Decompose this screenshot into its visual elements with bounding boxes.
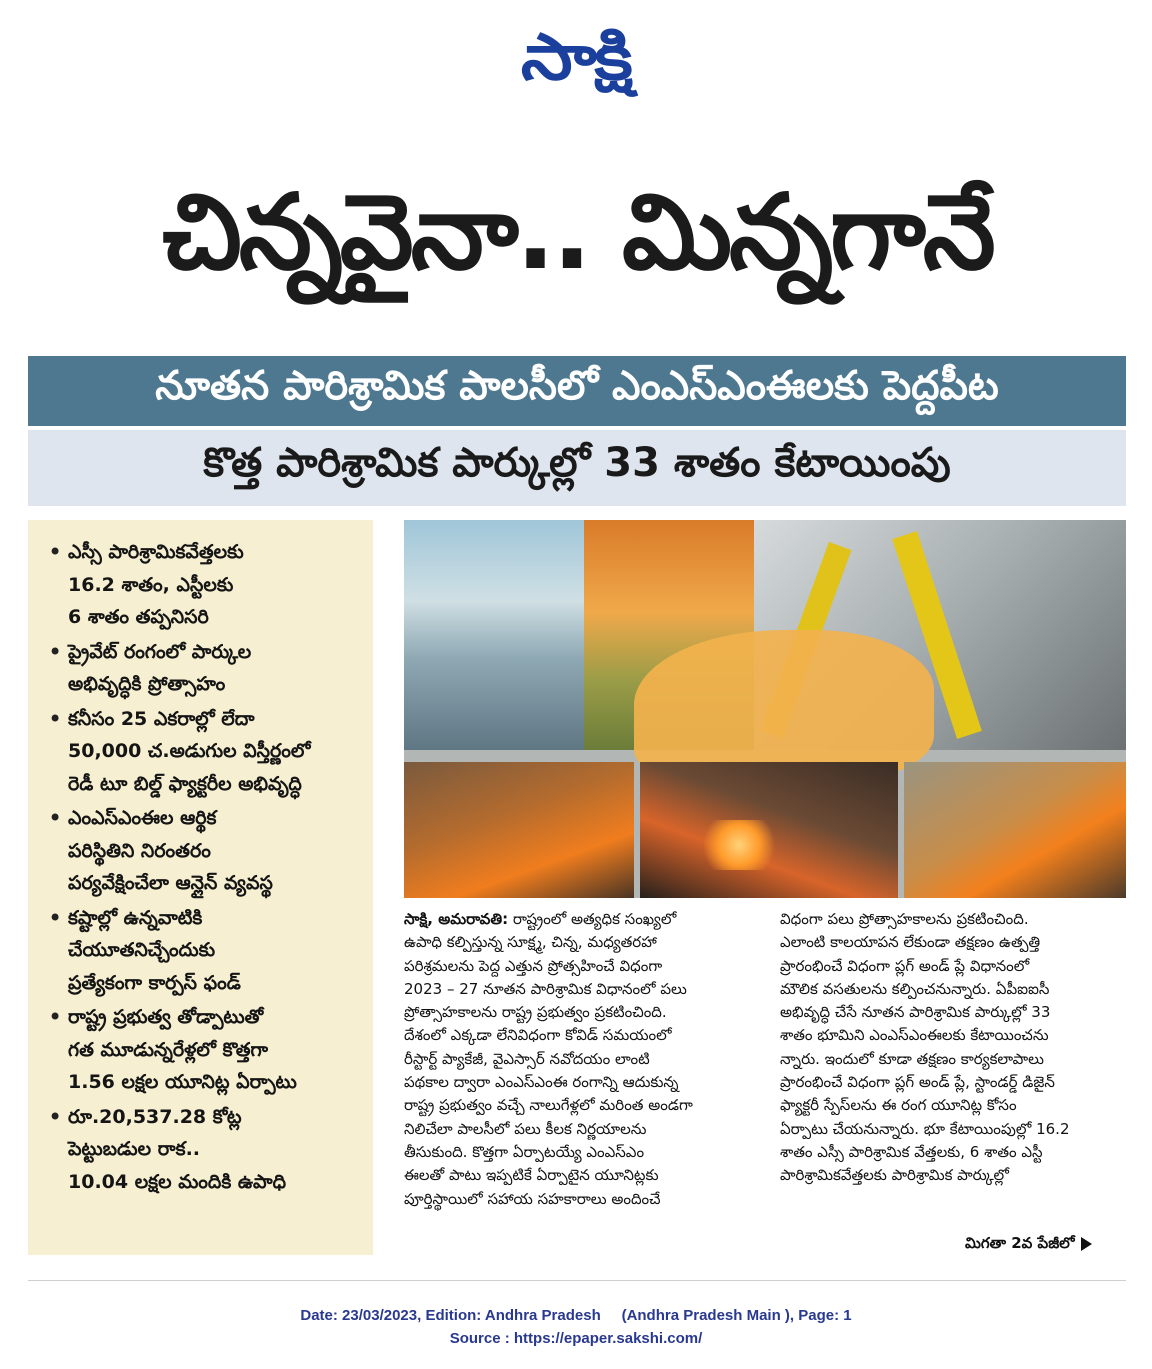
highlight-item (46, 1101, 361, 1199)
highlight-item (46, 636, 361, 701)
highlight-line: • ఎస్సీ పారిశ్రామికవేత్తలకు (68, 541, 244, 563)
highlight-line: పర్యవేక్షించేలా ఆన్లైన్ వ్యవస్థ (68, 872, 273, 894)
highlight-item (46, 802, 361, 900)
article-line: మౌలిక వసతులను కల్పించనున్నారు. ఏపీఐఐసీ (780, 979, 1050, 998)
highlight-line: 50,000 చ.అడుగుల విస్తీర్ణంలో (68, 740, 311, 762)
article-line: ప్రోత్సాహకాలను రాష్ట్ర ప్రభుత్వం ప్రకటించింది. (404, 1003, 667, 1022)
article-first-line (404, 908, 749, 931)
highlight-line: రెడీ టూ బిల్డ్ ఫ్యాక్టరీల అభివృద్ధి (68, 772, 302, 795)
subheadline-primary (28, 356, 1126, 426)
article-line: శాతం భూమిని ఎంఎస్ఎంఈలకు కేటాయించను (780, 1026, 1049, 1045)
factory-floor-photo (404, 520, 584, 750)
article-column-1 (404, 908, 749, 1211)
article-first-line-text: రాష్ట్రంలో అత్యధిక సంఖ్యలో (508, 910, 677, 928)
article-line: తీసుకుంది. కొత్తగా ఏర్పాటయ్యే ఎంఎస్ఎం (404, 1142, 645, 1161)
subheadline-secondary (28, 430, 1126, 506)
highlight-item (46, 536, 361, 634)
article-line: ఈలతో పాటు ఇప్పటికే ఏర్పాటైన యూనిట్లకు (404, 1166, 659, 1185)
article-line: విధంగా పలు ప్రోత్సాహకాలను ప్రకటించింది. (780, 910, 1029, 928)
highlights-list (46, 536, 361, 1198)
highlight-line: పరిస్థితిని నిరంతరం (68, 839, 211, 862)
highlight-line: • కష్టాల్లో ఉన్నవాటికి (68, 906, 203, 929)
highlight-line: • ఎంఎస్ఎంఈల ఆర్థిక (68, 807, 217, 829)
highlight-line: 16.2 శాతం, ఎస్టీలకు (68, 573, 234, 596)
highlight-line: గత మూడున్నరేళ్లలో కొత్తగా (68, 1038, 269, 1061)
article-line: దేశంలో ఎక్కడా లేనివిధంగా కోవిడ్ సమయంలో (404, 1026, 672, 1045)
article-line: శాతం ఎస్సీ పారిశ్రామిక వేత్తలకు, 6 శాతం ఎస్టీ (780, 1142, 1043, 1161)
furnace-worker-photo (904, 762, 1126, 898)
article-line: పారిశ్రామికవేత్తలకు పారిశ్రామిక పార్కుల్లో (780, 1166, 1009, 1185)
headline (30, 160, 1125, 330)
footer-divider (28, 1280, 1126, 1281)
subheadline-secondary-text: కొత్త పారిశ్రామిక పార్కుల్లో 33 శాతం కేటాయింపు (203, 440, 951, 486)
article-line: పథకాల ద్వారా ఎంఎస్ఎంఈ రంగాన్ని ఆదుకున్న (404, 1073, 679, 1092)
highlight-line: పెట్టుబడుల రాక.. (68, 1138, 201, 1160)
industry-photo-collage (404, 520, 1126, 898)
article-line: రీస్టార్ట్ ప్యాకేజీ, వైఎస్సార్ నవోదయం లాంటి (404, 1049, 650, 1068)
article-line: అభివృద్ధి చేసే నూతన పారిశ్రామిక పార్కుల్లో 33 (780, 1003, 1051, 1022)
highlight-line: 6 శాతం తప్పనిసరి (68, 606, 209, 628)
subheadline-primary-text: నూతన పారిశ్రామిక పాలసీలో ఎంఎస్ఎంఈలకు పెద్దపీట (155, 363, 999, 409)
article-line: ఉపాధి కల్పిస్తున్న సూక్ష్మ, చిన్న, మధ్యతరహా (404, 933, 657, 952)
article-line: ప్రారంభించే విధంగా ప్లగ్ అండ్ ప్లే, స్టాండర్డ్ డిజైన్ (780, 1073, 1055, 1092)
highlights-box (28, 520, 373, 1255)
masthead (0, 20, 1152, 110)
sakshi-logo: సాక్షి (521, 20, 631, 95)
continued-label: మిగతా 2వ పేజీలో (965, 1234, 1075, 1252)
highlight-line: • ప్రైవేట్ రంగంలో పార్కుల (68, 640, 252, 663)
article-column-2 (780, 908, 1125, 1188)
article-line: న్నారు. ఇందులో కూడా తక్షణం కార్యకలాపాలు (780, 1049, 1044, 1068)
highlight-line: • కనీసం 25 ఎకరాల్లో లేదా (68, 707, 255, 730)
highlight-item (46, 1001, 361, 1099)
highlight-item (46, 703, 361, 801)
headline-text: చిన్నవైనా.. మిన్నగానే (162, 171, 993, 293)
dateline: సాక్షి, అమరావతి: (404, 910, 509, 928)
foundry-photo (404, 762, 634, 898)
article-column-1-lines (404, 931, 749, 1211)
andhra-map-silhouette (634, 630, 934, 780)
highlight-item (46, 902, 361, 1000)
arrow-right-icon (1081, 1237, 1092, 1251)
highlight-line: • రాష్ట్ర ప్రభుత్వ తోడ్పాటుతో (68, 1006, 264, 1028)
article-line: ప్రారంభించే విధంగా ప్లగ్ అండ్ ప్లే విధానంలో (780, 956, 1030, 975)
continued-on-page-2 (965, 1234, 1092, 1256)
article-line: ఏర్పాటు చేయనున్నారు. భూ కేటాయింపుల్లో 16.2 (780, 1119, 1070, 1138)
article-line: ఎలాంటి కాలయాపన లేకుండా తక్షణం ఉత్పత్తి (780, 933, 1041, 952)
footer-source: Source : https://epaper.sakshi.com/ (449, 1330, 703, 1347)
highlight-line: • రూ.20,537.28 కోట్ల (68, 1105, 242, 1128)
article-line: 2023 – 27 నూతన పారిశ్రామిక విధానంలో పలు (404, 979, 687, 998)
article-line: పూర్తిస్థాయిలో సహాయ సహకారాలు అందించే (404, 1189, 661, 1208)
spark-graphic (694, 820, 784, 870)
highlight-line: అభివృద్ధికి ప్రోత్సాహం (68, 673, 226, 695)
article-line: పరిశ్రమలను పెద్ద ఎత్తున ప్రోత్సహించే విధంగా (404, 956, 663, 975)
article-line: రాష్ట్ర ప్రభుత్వం వచ్చే నాలుగేళ్లలో మరింత అండగా (404, 1096, 693, 1115)
article-line: ఫ్యాక్టరీ స్పేస్‌లను ఈ రంగ యూనిట్ల కోసం (780, 1096, 1017, 1115)
article-line: నిలిచేలా పాలసీలో పలు కీలక నిర్ణయాలను (404, 1119, 647, 1138)
highlight-line: 10.04 లక్షల మందికి ఉపాధి (68, 1170, 287, 1193)
footer-edition-info: Date: 23/03/2023, Edition: Andhra Pradesh (Andhra Pradesh Main ), Page: 1 (300, 1307, 852, 1324)
highlight-line: ప్రత్యేకంగా కార్పస్ ఫండ్ (68, 971, 241, 994)
highlight-line: చేయూతనిచ్చేందుకు (68, 939, 216, 961)
article-column-2-lines (780, 908, 1125, 1188)
highlight-line: 1.56 లక్షల యూనిట్ల ఏర్పాటు (68, 1071, 297, 1093)
